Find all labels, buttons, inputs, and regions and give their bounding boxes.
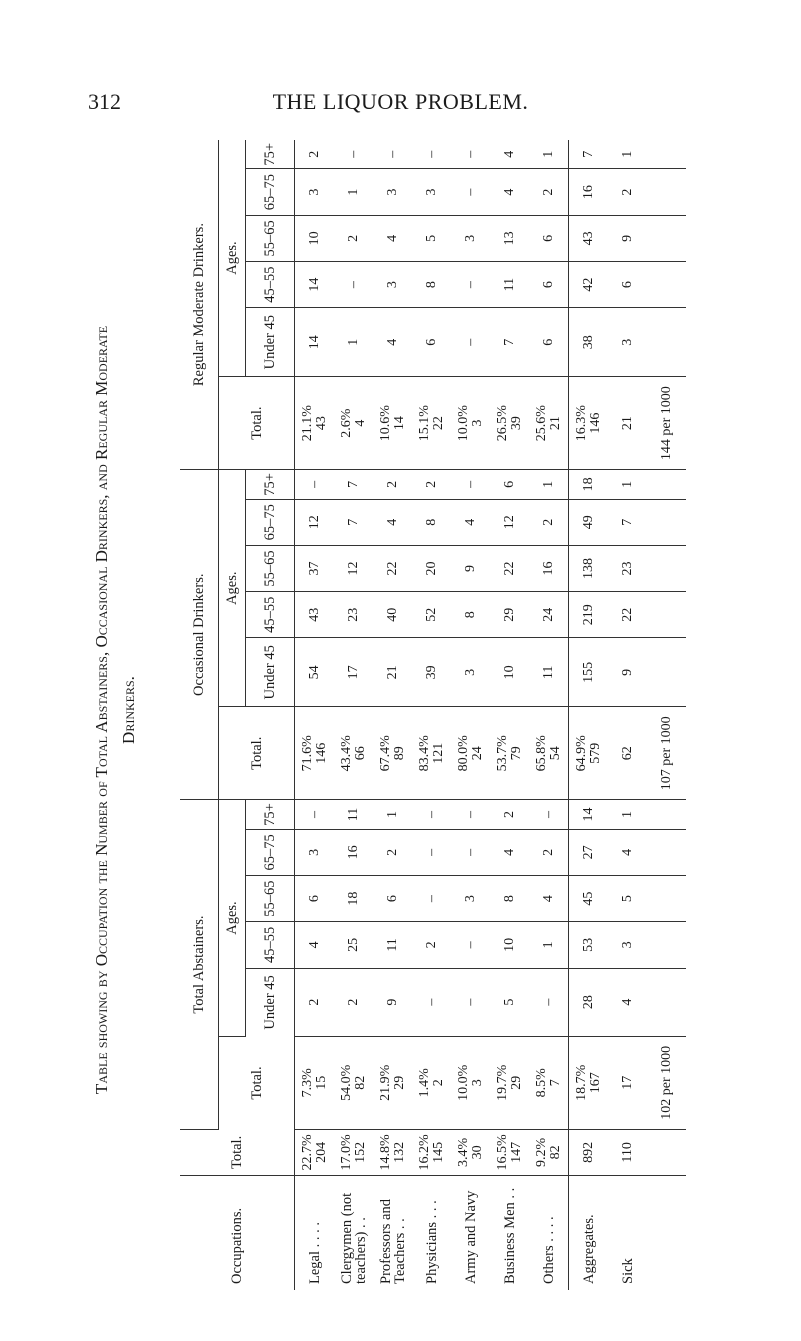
regular-age-cell: – [451,169,490,215]
occasional-age-cell: 24 [529,592,569,638]
abstainers-age-cell [647,876,686,922]
header-regular-age-0: Under 45 [246,308,295,377]
regular-age-cell: 6 [608,262,647,308]
table-row [412,140,451,1290]
header-abstainers-age-4: 75+ [246,800,295,829]
total-cell: 16.5% 147 [490,1129,529,1175]
header-abstainers-ages: Ages. [219,800,246,1036]
regular-age-cell: 2 [608,169,647,215]
total-cell [647,1129,686,1175]
caption-line-1: Table showing by Occupation the Number of Total Abstainers, Occasional Drinkers, and Regular Moderate [92,325,111,1095]
occasional-age-cell: 8 [412,499,451,545]
abstainers-age-cell: – [451,829,490,875]
table-row [373,140,412,1290]
occasional-age-cell: 4 [373,499,412,545]
regular-age-cell: 4 [490,140,529,169]
header-occasional-ages: Ages. [219,470,246,707]
abstainers-age-cell: 27 [569,829,609,875]
occasional-total-cell: 83.4% 121 [412,707,451,800]
regular-age-cell: 13 [490,215,529,261]
occasional-age-cell: 9 [451,545,490,591]
regular-age-cell: 4 [490,169,529,215]
occupation-cell: Professors and Teachers . . [377,1199,408,1284]
occasional-age-cell: 3 [451,638,490,707]
abstainers-age-cell: 4 [608,968,647,1036]
occasional-age-cell: 2 [529,499,569,545]
abstainers-total-cell: 54.0% 82 [334,1036,373,1129]
regular-age-cell [647,308,686,377]
occasional-age-cell: 155 [569,638,609,707]
abstainers-age-cell: 11 [373,922,412,968]
abstainers-age-cell: 53 [569,922,609,968]
regular-age-cell: 3 [373,262,412,308]
abstainers-age-cell: – [529,800,569,829]
abstainers-total-cell: 102 per 1000 [647,1036,686,1129]
regular-total-cell: 25.6% 21 [529,377,569,470]
abstainers-total-cell: 10.0% 3 [451,1036,490,1129]
header-occasional-total: Total. [219,707,295,800]
occasional-age-cell: 6 [490,470,529,499]
table-caption [88,140,178,1280]
occasional-age-cell: 219 [569,592,609,638]
occasional-age-cell: 138 [569,545,609,591]
occasional-age-cell: 18 [569,470,609,499]
abstainers-age-cell: 6 [295,876,335,922]
header-group-regular: Regular Moderate Drinkers. [180,140,219,470]
abstainers-age-cell: 4 [529,876,569,922]
regular-age-cell: 11 [490,262,529,308]
regular-age-cell: 42 [569,262,609,308]
occasional-total-cell: 62 [608,707,647,800]
abstainers-total-cell: 18.7% 167 [569,1036,609,1129]
total-cell: 22.7% 204 [295,1129,335,1175]
occasional-age-cell: 52 [412,592,451,638]
abstainers-total-cell: 21.9% 29 [373,1036,412,1129]
occasional-age-cell: 8 [451,592,490,638]
header-occasional-age-3: 65–75 [246,499,295,545]
abstainers-age-cell: 18 [334,876,373,922]
occasional-age-cell: 9 [608,638,647,707]
header-occasional-age-1: 45–55 [246,592,295,638]
regular-age-cell: 38 [569,308,609,377]
regular-total-cell: 26.5% 39 [490,377,529,470]
header-regular-age-2: 55–65 [246,215,295,261]
regular-age-cell: – [334,262,373,308]
abstainers-age-cell [647,922,686,968]
regular-age-cell [647,215,686,261]
table-row [608,140,647,1290]
page-number: 312 [88,89,121,114]
abstainers-age-cell: – [529,968,569,1036]
abstainers-age-cell: 2 [412,922,451,968]
regular-age-cell [647,262,686,308]
abstainers-age-cell: 25 [334,922,373,968]
regular-age-cell: 2 [295,140,335,169]
header-regular-total: Total. [219,377,295,470]
abstainers-age-cell: 2 [295,968,335,1036]
abstainers-age-cell: 3 [451,876,490,922]
header-group-occasional: Occasional Drinkers. [180,470,219,800]
table-row [529,140,569,1290]
regular-age-cell: 1 [529,140,569,169]
abstainers-age-cell: – [412,829,451,875]
regular-age-cell: 16 [569,169,609,215]
abstainers-age-cell [647,800,686,829]
abstainers-age-cell: 1 [373,800,412,829]
abstainers-age-cell [647,968,686,1036]
abstainers-age-cell: 2 [490,800,529,829]
regular-total-cell: 15.1% 22 [412,377,451,470]
total-cell: 3.4% 30 [451,1129,490,1175]
occasional-age-cell: 20 [412,545,451,591]
abstainers-age-cell: 6 [373,876,412,922]
regular-age-cell [647,169,686,215]
abstainers-age-cell [647,829,686,875]
regular-age-cell: 3 [295,169,335,215]
running-head: THE LIQUOR PROBLEM. [272,89,529,114]
occasional-age-cell: 17 [334,638,373,707]
header-abstainers-total: Total. [219,1036,295,1129]
occasional-age-cell: 4 [451,499,490,545]
regular-age-cell: – [373,140,412,169]
regular-age-cell: 1 [334,169,373,215]
table-row [295,140,335,1290]
header-occasional-age-0: Under 45 [246,638,295,707]
abstainers-age-cell: 3 [295,829,335,875]
regular-total-cell: 16.3% 146 [569,377,609,470]
header-group-abstainers: Total Abstainers. [180,800,219,1130]
regular-total-cell: 21 [608,377,647,470]
regular-total-cell: 10.6% 14 [373,377,412,470]
regular-age-cell: 2 [334,215,373,261]
abstainers-age-cell: 4 [490,829,529,875]
occasional-age-cell: 43 [295,592,335,638]
occupation-cell [647,1176,686,1291]
abstainers-age-cell: 1 [529,922,569,968]
occasional-age-cell: 7 [334,470,373,499]
abstainers-total-cell: 17 [608,1036,647,1129]
abstainers-age-cell: 16 [334,829,373,875]
regular-age-cell: – [451,262,490,308]
occupation-cell: Sick [619,1258,636,1284]
occasional-age-cell [647,545,686,591]
regular-age-cell: 5 [412,215,451,261]
occupation-cell: Others . . . . [540,1216,557,1284]
occasional-age-cell: 1 [529,470,569,499]
header-regular-age-3: 65–75 [246,169,295,215]
regular-age-cell: – [412,140,451,169]
occasional-age-cell: 16 [529,545,569,591]
caption-line-2: Drinkers. [119,676,138,744]
regular-age-cell: 1 [608,140,647,169]
occasional-age-cell: 2 [373,470,412,499]
regular-age-cell: 14 [295,262,335,308]
regular-age-cell [647,140,686,169]
abstainers-age-cell: 14 [569,800,609,829]
header-occupations: Occupations. [180,1176,295,1291]
page-header [0,89,801,119]
occasional-total-cell: 80.0% 24 [451,707,490,800]
abstainers-age-cell: – [295,800,335,829]
occupation-cell: Physicians . . . [423,1200,440,1284]
occasional-age-cell [647,470,686,499]
regular-total-cell: 144 per 1000 [647,377,686,470]
occasional-total-cell: 43.4% 66 [334,707,373,800]
abstainers-age-cell: 11 [334,800,373,829]
occasional-age-cell: – [295,470,335,499]
total-cell: 16.2% 145 [412,1129,451,1175]
regular-age-cell: 3 [608,308,647,377]
abstainers-age-cell: 1 [608,800,647,829]
header-abstainers-age-2: 55–65 [246,876,295,922]
regular-age-cell: 3 [412,169,451,215]
occasional-age-cell: 40 [373,592,412,638]
occasional-total-cell: 65.8% 54 [529,707,569,800]
abstainers-total-cell: 1.4% 2 [412,1036,451,1129]
abstainers-age-cell: 2 [529,829,569,875]
occasional-age-cell: 12 [295,499,335,545]
abstainers-age-cell: – [451,922,490,968]
occasional-age-cell: 49 [569,499,609,545]
occasional-total-cell: 71.6% 146 [295,707,335,800]
occasional-age-cell [647,638,686,707]
total-cell: 14.8% 132 [373,1129,412,1175]
regular-total-cell: 21.1% 43 [295,377,335,470]
occasional-age-cell: – [451,470,490,499]
abstainers-total-cell: 19.7% 29 [490,1036,529,1129]
occupation-cell: Legal . . . . [306,1221,323,1284]
abstainers-total-cell: 7.3% 15 [295,1036,335,1129]
occasional-total-cell: 107 per 1000 [647,707,686,800]
abstainers-age-cell: 5 [490,968,529,1036]
regular-age-cell: – [334,140,373,169]
header-regular-ages: Ages. [219,140,246,377]
abstainers-age-cell: 2 [373,829,412,875]
occasional-total-cell: 64.9% 579 [569,707,609,800]
occasional-age-cell: 10 [490,638,529,707]
abstainers-age-cell: 28 [569,968,609,1036]
abstainers-age-cell: 45 [569,876,609,922]
occasional-age-cell: 1 [608,470,647,499]
occupation-cell: Aggregates. [569,1176,609,1291]
regular-total-cell: 10.0% 3 [451,377,490,470]
abstainers-age-cell: 2 [334,968,373,1036]
occasional-age-cell: 22 [373,545,412,591]
abstainers-age-cell: – [412,876,451,922]
occasional-age-cell: 54 [295,638,335,707]
table-row [647,140,686,1290]
regular-age-cell: 3 [373,169,412,215]
regular-age-cell: 14 [295,308,335,377]
occasional-age-cell: 23 [608,545,647,591]
occasional-age-cell: 21 [373,638,412,707]
regular-age-cell: 1 [334,308,373,377]
occasional-age-cell: 12 [334,545,373,591]
total-cell: 892 [569,1129,609,1175]
abstainers-age-cell: 5 [608,876,647,922]
header-occasional-age-2: 55–65 [246,545,295,591]
table-row [451,140,490,1290]
total-cell: 110 [608,1129,647,1175]
abstainers-age-cell: 10 [490,922,529,968]
regular-age-cell: 9 [608,215,647,261]
regular-total-cell: 2.6% 4 [334,377,373,470]
occasional-total-cell: 53.7% 79 [490,707,529,800]
abstainers-age-cell: 8 [490,876,529,922]
occasional-age-cell: 22 [490,545,529,591]
header-abstainers-age-0: Under 45 [246,968,295,1036]
abstainers-age-cell: – [412,968,451,1036]
abstainers-age-cell: 3 [608,922,647,968]
occasional-age-cell: 23 [334,592,373,638]
abstainers-total-cell: 8.5% 7 [529,1036,569,1129]
occasional-age-cell: 37 [295,545,335,591]
occasional-age-cell [647,499,686,545]
occupation-cell: Business Men . . [501,1187,518,1284]
regular-age-cell: 6 [529,262,569,308]
regular-age-cell: 3 [451,215,490,261]
abstainers-age-cell: – [451,968,490,1036]
abstainers-age-cell: 9 [373,968,412,1036]
abstainers-age-cell: 4 [295,922,335,968]
occasional-age-cell: 12 [490,499,529,545]
table-row [490,140,529,1290]
regular-age-cell: 2 [529,169,569,215]
regular-age-cell: 10 [295,215,335,261]
header-occasional-age-4: 75+ [246,470,295,499]
occupation-cell: Army and Navy [462,1190,479,1284]
table-row [569,140,609,1290]
occasional-age-cell: 39 [412,638,451,707]
regular-age-cell: – [451,140,490,169]
regular-age-cell: 6 [529,215,569,261]
regular-age-cell: 4 [373,215,412,261]
occasional-age-cell: 11 [529,638,569,707]
rotated-table-wrapper [180,140,715,1290]
header-abstainers-age-1: 45–55 [246,922,295,968]
total-cell: 17.0% 152 [334,1129,373,1175]
total-cell: 9.2% 82 [529,1129,569,1175]
abstainers-age-cell: 4 [608,829,647,875]
header-regular-age-1: 45–55 [246,262,295,308]
regular-age-cell: 8 [412,262,451,308]
occasional-age-cell: 29 [490,592,529,638]
occasional-age-cell: 2 [412,470,451,499]
header-abstainers-age-3: 65–75 [246,829,295,875]
occupation-table [180,140,686,1290]
regular-age-cell: 6 [529,308,569,377]
occupation-cell: Clergymen (not teachers) . . [338,1192,369,1284]
occasional-total-cell: 67.4% 89 [373,707,412,800]
regular-age-cell: 7 [569,140,609,169]
abstainers-age-cell: – [451,800,490,829]
regular-age-cell: 43 [569,215,609,261]
regular-age-cell: 4 [373,308,412,377]
header-total: Total. [180,1129,295,1175]
occasional-age-cell: 7 [608,499,647,545]
occasional-age-cell: 22 [608,592,647,638]
table-row [334,140,373,1290]
regular-age-cell: – [451,308,490,377]
regular-age-cell: 6 [412,308,451,377]
header-regular-age-4: 75+ [246,140,295,169]
occasional-age-cell [647,592,686,638]
abstainers-age-cell: – [412,800,451,829]
regular-age-cell: 7 [490,308,529,377]
occasional-age-cell: 7 [334,499,373,545]
